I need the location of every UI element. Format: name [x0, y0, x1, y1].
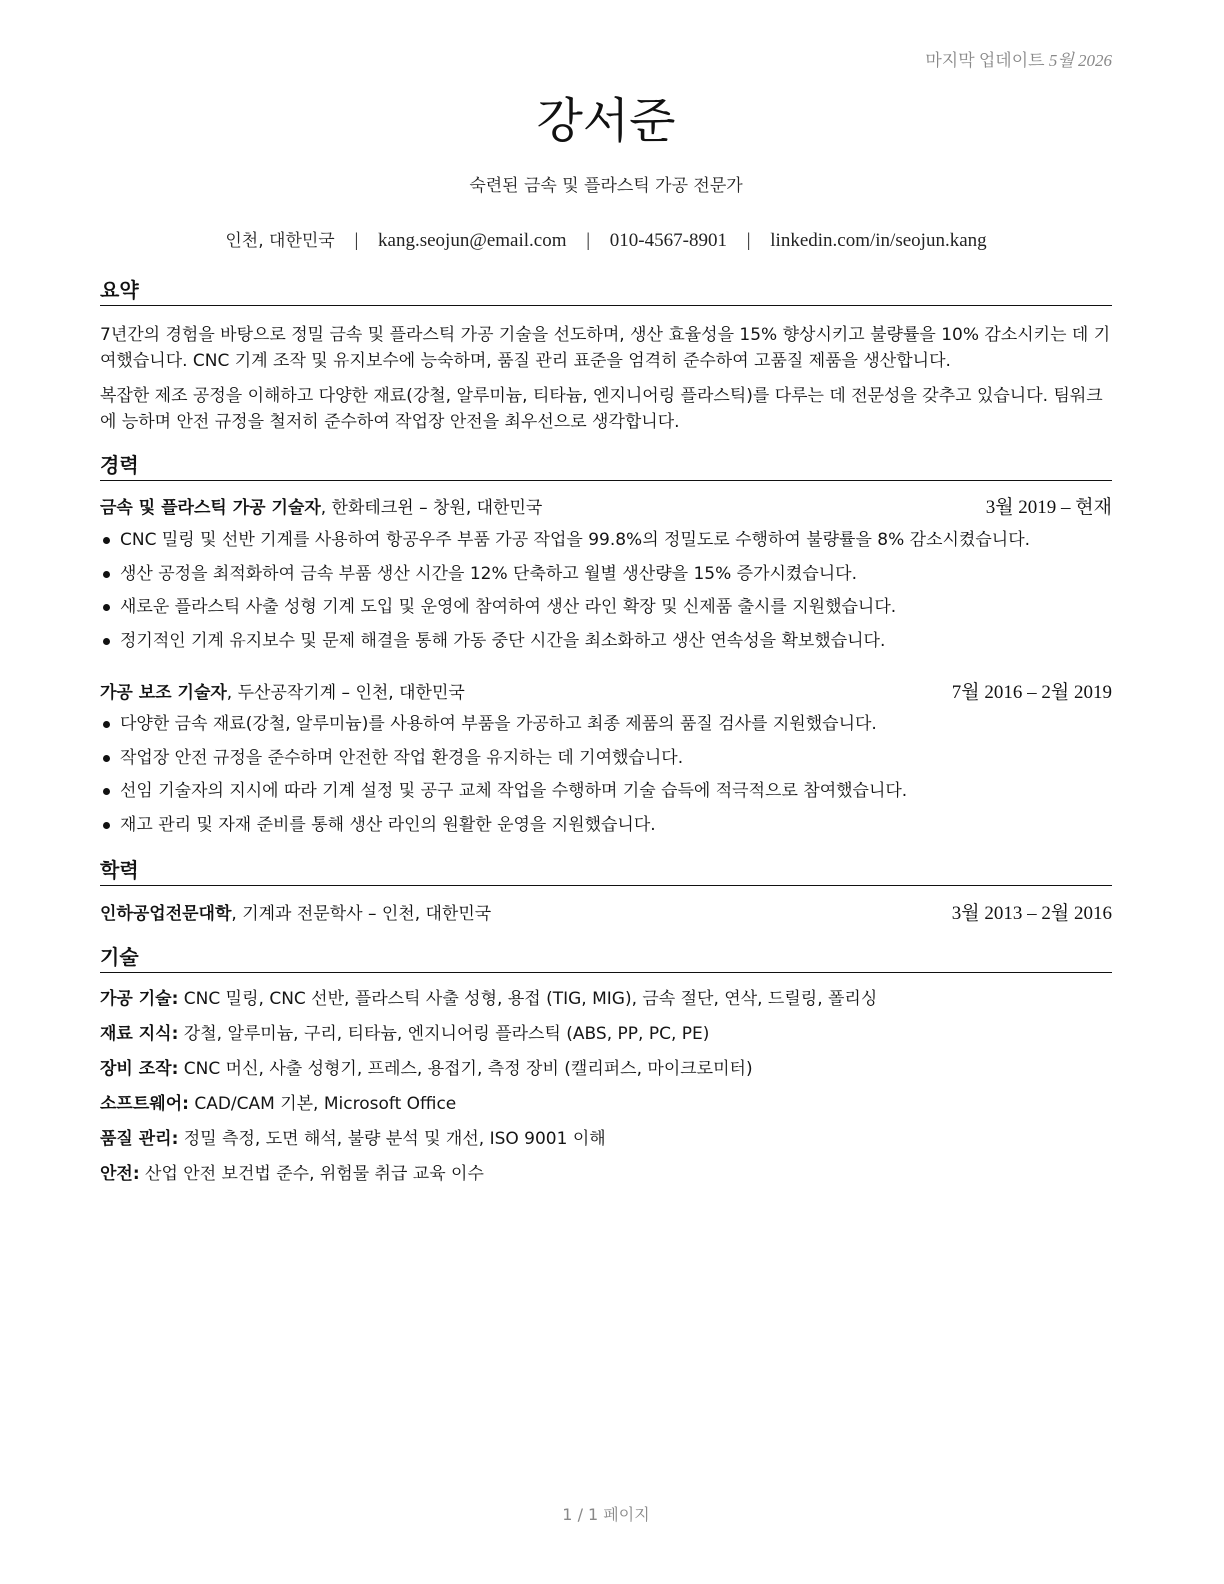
list-item: 재고 관리 및 자재 준비를 통해 생산 라인의 원활한 운영을 지원했습니다.	[100, 812, 1130, 846]
skill-row	[100, 1160, 1112, 1195]
job-title-line	[100, 495, 542, 521]
skill-label: 소프트웨어:	[100, 1094, 189, 1114]
list-item: 선임 기술자의 지시에 따라 기계 설정 및 공구 교체 작업을 수행하며 기술 습득에 적극적으로 참여했습니다.	[100, 778, 1130, 812]
last-updated-year: 2026	[1078, 51, 1112, 70]
contact-separator: |	[354, 230, 359, 251]
section-title-skills: 기술	[100, 945, 1112, 973]
job-title-line	[100, 680, 465, 706]
education-date: 3월 2013 – 2월 2016	[951, 903, 1112, 924]
skill-value: 강철, 알루미늄, 구리, 티타늄, 엔지니어링 플라스틱 (ABS, PP, PC, PE)	[178, 1024, 710, 1044]
job-bullets-2	[100, 711, 1130, 845]
contact-location: 인천, 대한민국	[225, 231, 335, 251]
contact-phone[interactable]: 010-4567-8901	[609, 230, 727, 251]
last-updated-prefix: 마지막 업데이트	[925, 51, 1045, 70]
section-title-education: 학력	[100, 858, 1112, 886]
skill-label: 안전:	[100, 1164, 140, 1184]
skill-row	[100, 1055, 1112, 1090]
candidate-name: 강서준	[536, 93, 676, 149]
skill-value: CNC 머신, 사출 성형기, 프레스, 용접기, 측정 장비 (캘리퍼스, 마이크로미터)	[178, 1059, 753, 1079]
candidate-tagline: 숙련된 금속 및 플라스틱 가공 전문가	[469, 176, 743, 196]
skill-value: CAD/CAM 기본, Microsoft Office	[188, 1094, 457, 1114]
skill-label: 재료 지식:	[100, 1024, 179, 1044]
skill-value: CNC 밀링, CNC 선반, 플라스틱 사출 성형, 용접 (TIG, MIG), 금속 절단, 연삭, 드릴링, 폴리싱	[178, 989, 878, 1009]
section-title-experience: 경력	[100, 453, 1112, 481]
skill-label: 가공 기술:	[100, 989, 179, 1009]
resume-page	[100, 0, 1112, 1584]
list-item: 작업장 안전 규정을 준수하며 안전한 작업 환경을 유지하는 데 기여했습니다.	[100, 745, 1130, 779]
page-indicator: 1 / 1 페이지	[562, 1505, 650, 1524]
skill-value: 산업 안전 보건법 준수, 위험물 취급 교육 이수	[139, 1164, 484, 1184]
list-item: 생산 공정을 최적화하여 금속 부품 생산 시간을 12% 단축하고 월별 생산량을 15% 증가시켰습니다.	[100, 561, 1130, 595]
contact-email[interactable]: kang.seojun@email.com	[378, 230, 567, 251]
skill-row	[100, 985, 1112, 1020]
last-updated	[925, 46, 1112, 71]
job-role: 가공 보조 기술자	[100, 683, 227, 703]
list-item: 다양한 금속 재료(강철, 알루미늄)를 사용하여 부품을 가공하고 최종 제품의 품질 검사를 지원했습니다.	[100, 711, 1130, 745]
skill-value: 정밀 측정, 도면 해석, 불량 분석 및 개선, ISO 9001 이해	[178, 1129, 606, 1149]
list-item: 정기적인 기계 유지보수 및 문제 해결을 통해 가동 중단 시간을 최소화하고 생산 연속성을 확보했습니다.	[100, 628, 1130, 662]
skill-row	[100, 1125, 1112, 1160]
summary-paragraph-2: 복잡한 제조 공정을 이해하고 다양한 재료(강철, 알루미늄, 티타늄, 엔지니어링 플라스틱)를 다루는 데 전문성을 갖추고 있습니다. 팀워크에 능하며 안전 규정을 철저히 준수하여 작업장 안전을 최우선으로 생각합니다.	[100, 386, 1103, 432]
contact-line	[100, 226, 1112, 252]
skill-label: 장비 조작:	[100, 1059, 179, 1079]
job-bullets-1	[100, 527, 1130, 661]
job-date: 7월 2016 – 2월 2019	[951, 682, 1112, 703]
education-line	[100, 901, 491, 927]
education-detail: , 기계과 전문학사 – 인천, 대한민국	[231, 904, 492, 924]
skills-list	[100, 985, 1112, 1195]
job-company: , 한화테크윈 – 창원, 대한민국	[320, 498, 543, 518]
section-title-summary: 요약	[100, 278, 1112, 306]
skill-row	[100, 1090, 1112, 1125]
job-role: 금속 및 플라스틱 가공 기술자	[100, 498, 321, 518]
job-date: 3월 2019 – 현재	[985, 497, 1112, 518]
education-school: 인하공업전문대학	[100, 904, 232, 924]
list-item: CNC 밀링 및 선반 기계를 사용하여 항공우주 부품 가공 작업을 99.8%의 정밀도로 수행하여 불량률을 8% 감소시켰습니다.	[100, 527, 1130, 561]
contact-separator: |	[746, 230, 751, 251]
job-company: , 두산공작기계 – 인천, 대한민국	[226, 683, 465, 703]
education-entry	[100, 901, 1112, 927]
contact-linkedin[interactable]: linkedin.com/in/seojun.kang	[770, 230, 987, 251]
list-item: 새로운 플라스틱 사출 성형 기계 도입 및 운영에 참여하여 생산 라인 확장 및 신제품 출시를 지원했습니다.	[100, 594, 1130, 628]
last-updated-month: 5월	[1048, 51, 1074, 70]
summary-paragraph-1: 7년간의 경험을 바탕으로 정밀 금속 및 플라스틱 가공 기술을 선도하며, 생산 효율성을 15% 향상시키고 불량률을 10% 감소시키는 데 기여했습니다. CNC 기계 조작 및 유지보수에 능숙하며, 품질 관리 표준을 엄격히 준수하여 고품질 제품을 생산합니다.	[100, 325, 1111, 371]
job-header-2	[100, 680, 1112, 706]
contact-separator: |	[586, 230, 591, 251]
skill-row	[100, 1020, 1112, 1055]
skill-label: 품질 관리:	[100, 1129, 179, 1149]
job-header-1	[100, 495, 1112, 521]
